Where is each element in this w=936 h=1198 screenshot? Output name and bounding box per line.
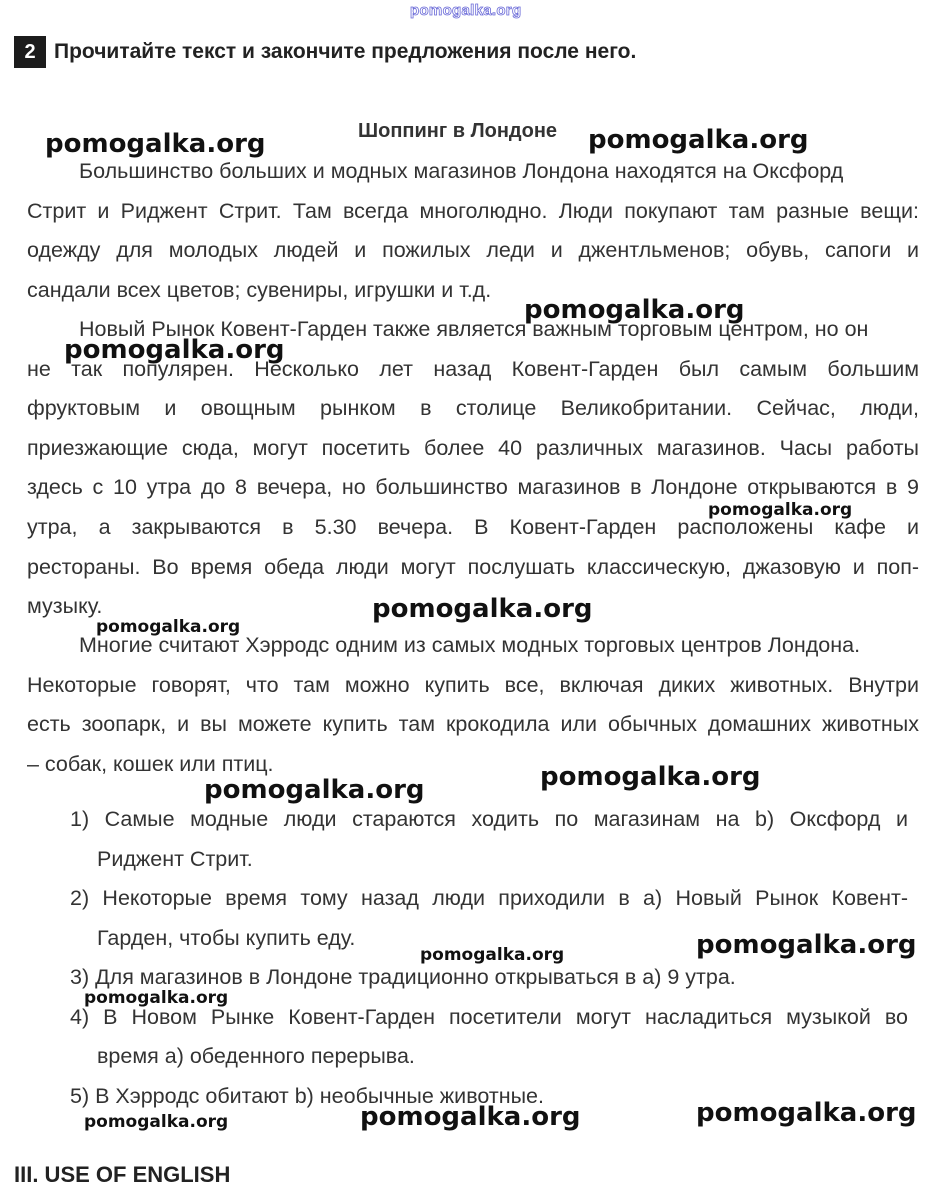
text-line: Некоторые говорят, что там можно купить все, включая диких животных. Внутри	[27, 673, 919, 697]
text-line: Новый Рынок Ковент-Гарден также является важным торговым центром, но он	[79, 317, 869, 341]
task-number-badge: 2	[14, 36, 46, 68]
watermark: pomogalka.org	[696, 1098, 917, 1128]
text-line: приезжающие сюда, могут посетить более 40 различных магазинов. Часы работы	[27, 436, 919, 460]
text-line: здесь с 10 утра до 8 вечера, но большинство магазинов в Лондоне открываются в 9	[27, 475, 919, 499]
answer-item: 2) Некоторые время тому назад люди приходили в a) Новый Рынок Ковент-	[70, 886, 908, 910]
answer-item: 4) В Новом Рынке Ковент-Гарден посетители могут насладиться музыкой во	[70, 1005, 908, 1029]
watermark: pomogalka.org	[45, 129, 266, 159]
text-line: одежду для молодых людей и пожилых леди и джентльменов; обувь, сапоги и	[27, 238, 919, 262]
text-line: Многие считают Хэрродс одним из самых модных торговых центров Лондона.	[79, 633, 861, 657]
text-title: Шоппинг в Лондоне	[358, 120, 558, 142]
answer-item-continued: Риджент Стрит.	[97, 847, 253, 871]
text-line: рестораны. Во время обеда люди могут послушать классическую, джазовую и поп-	[27, 555, 919, 579]
watermark: pomogalka.org	[360, 1102, 581, 1132]
watermark: pomogalka.org	[540, 762, 761, 792]
section-heading: III. USE OF ENGLISH	[14, 1162, 231, 1187]
watermark: pomogalka.org	[696, 930, 917, 960]
watermark: pomogalka.org	[372, 594, 593, 624]
watermark: pomogalka.org	[84, 1112, 229, 1132]
text-line: фруктовым и овощным рынком в столице Великобритании. Сейчас, люди,	[27, 396, 919, 420]
watermark: pomogalka.org	[588, 125, 809, 155]
text-line: не так популярен. Несколько лет назад Ковент-Гарден был самым большим	[27, 357, 919, 381]
answer-item: 3) Для магазинов в Лондоне традиционно открываться в a) 9 утра.	[70, 965, 736, 989]
text-line: Большинство больших и модных магазинов Лондона находятся на Оксфорд	[79, 159, 844, 183]
watermark: pomogalka.org	[204, 775, 425, 805]
text-line: утра, а закрываются в 5.30 вечера. В Ковент-Гарден расположены кафе и	[27, 515, 919, 539]
watermark: pomogalka.org	[420, 945, 565, 965]
text-line: есть зоопарк, и вы можете купить там крокодила или обычных домашних животных	[27, 712, 919, 736]
answer-item: 1) Самые модные люди стараются ходить по магазинам на b) Оксфорд и	[70, 807, 908, 831]
answer-item-continued: Гарден, чтобы купить еду.	[97, 926, 356, 950]
watermark: pomogalka.org	[708, 500, 853, 520]
answer-item-continued: время a) обеденного перерыва.	[97, 1044, 415, 1068]
watermark: pomogalka.org	[524, 295, 745, 325]
text-line: – собак, кошек или птиц.	[27, 752, 274, 776]
watermark: pomogalka.org	[84, 988, 229, 1008]
text-line: музыку.	[27, 594, 103, 618]
text-line: Стрит и Риджент Стрит. Там всегда многолюдно. Люди покупают там разные вещи:	[27, 199, 919, 223]
text-line: сандали всех цветов; сувениры, игрушки и т.д.	[27, 278, 492, 302]
site-watermark-top: pomogalka.org	[410, 2, 522, 19]
answer-item: 5) В Хэрродс обитают b) необычные животные.	[70, 1084, 544, 1108]
watermark: pomogalka.org	[64, 335, 285, 365]
watermark: pomogalka.org	[96, 617, 241, 637]
task-instruction: Прочитайте текст и закончите предложения после него.	[54, 40, 637, 63]
